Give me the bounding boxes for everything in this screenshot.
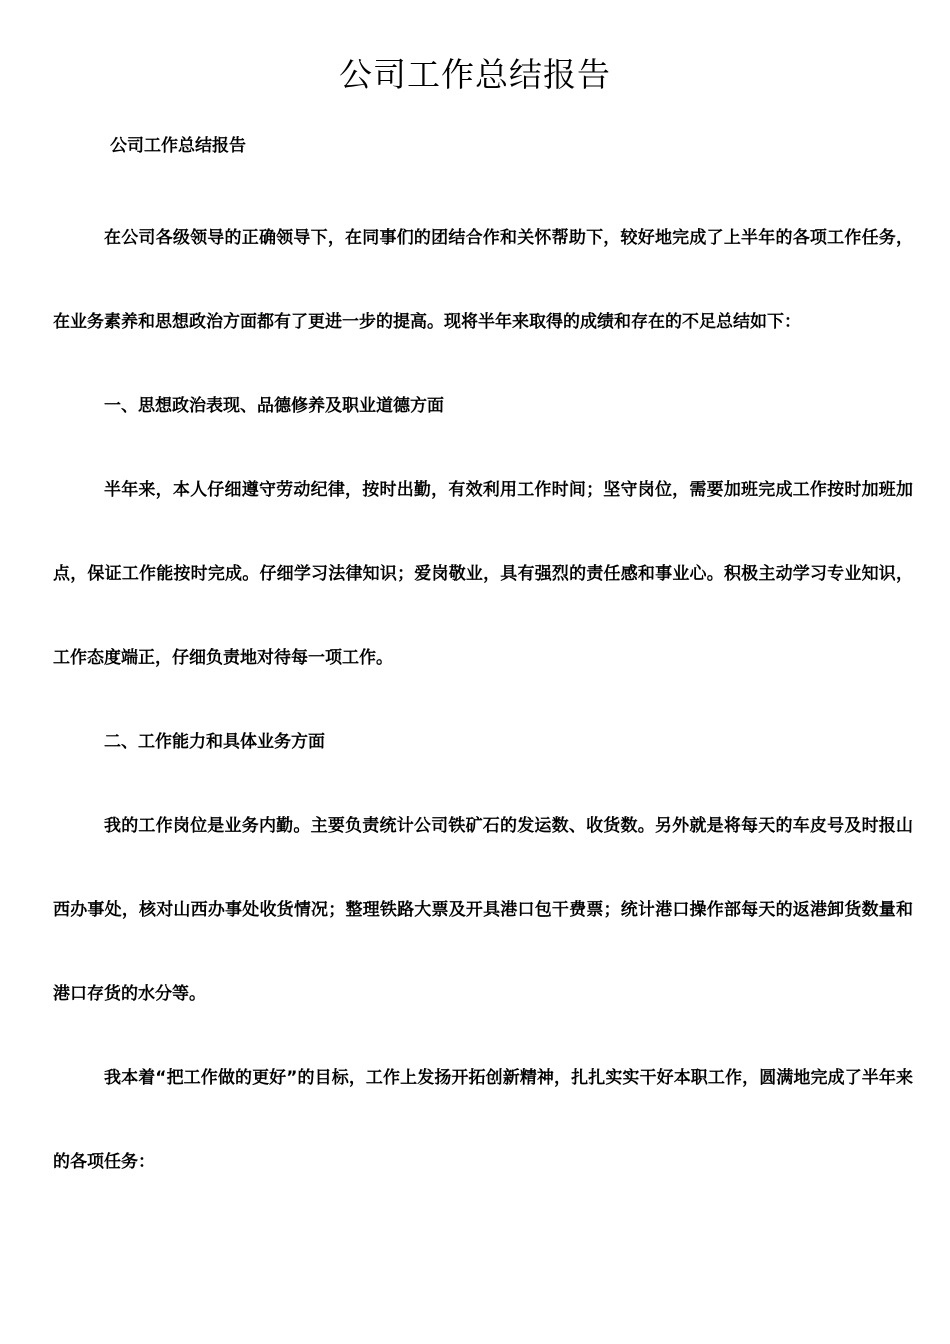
document-title: 公司工作总结报告: [339, 55, 611, 94]
paragraph-political: 半年来，本人仔细遵守劳动纪律，按时出勤，有效利用工作时间；坚守岗位，需要加班完成工作按时加班加点，保证工作能按时完成。仔细学习法律知识；爱岗敬业，具有强烈的责任感和事业心。积极主动学习专业知识，工作态度端正，仔细负责地对待每一项工作。: [53, 480, 913, 668]
section-heading-work-ability: 二、工作能力和具体业务方面: [104, 732, 325, 752]
paragraph-work-duties: 我的工作岗位是业务内勤。主要负责统计公司铁矿石的发运数、收货数。另外就是将每天的车皮号及时报山西办事处，核对山西办事处收货情况；整理铁路大票及开具港口包干费票；统计港口操作部每天的返港卸货数量和港口存货的水分等。: [53, 816, 913, 1004]
document-body: [53, 196, 913, 1204]
paragraph-intro: 在公司各级领导的正确领导下，在同事们的团结合作和关怀帮助下，较好地完成了上半年的各项工作任务，在业务素养和思想政治方面都有了更进一步的提高。现将半年来取得的成绩和存在的不足总结如下：: [53, 228, 913, 332]
section-heading-political: 一、思想政治表现、品德修养及职业道德方面: [104, 396, 444, 416]
document-subtitle: 公司工作总结报告: [110, 136, 246, 156]
paragraph-work-goal: 我本着“把工作做的更好”的目标，工作上发扬开拓创新精神，扎扎实实干好本职工作，圆满地完成了半年来的各项任务：: [53, 1068, 913, 1172]
